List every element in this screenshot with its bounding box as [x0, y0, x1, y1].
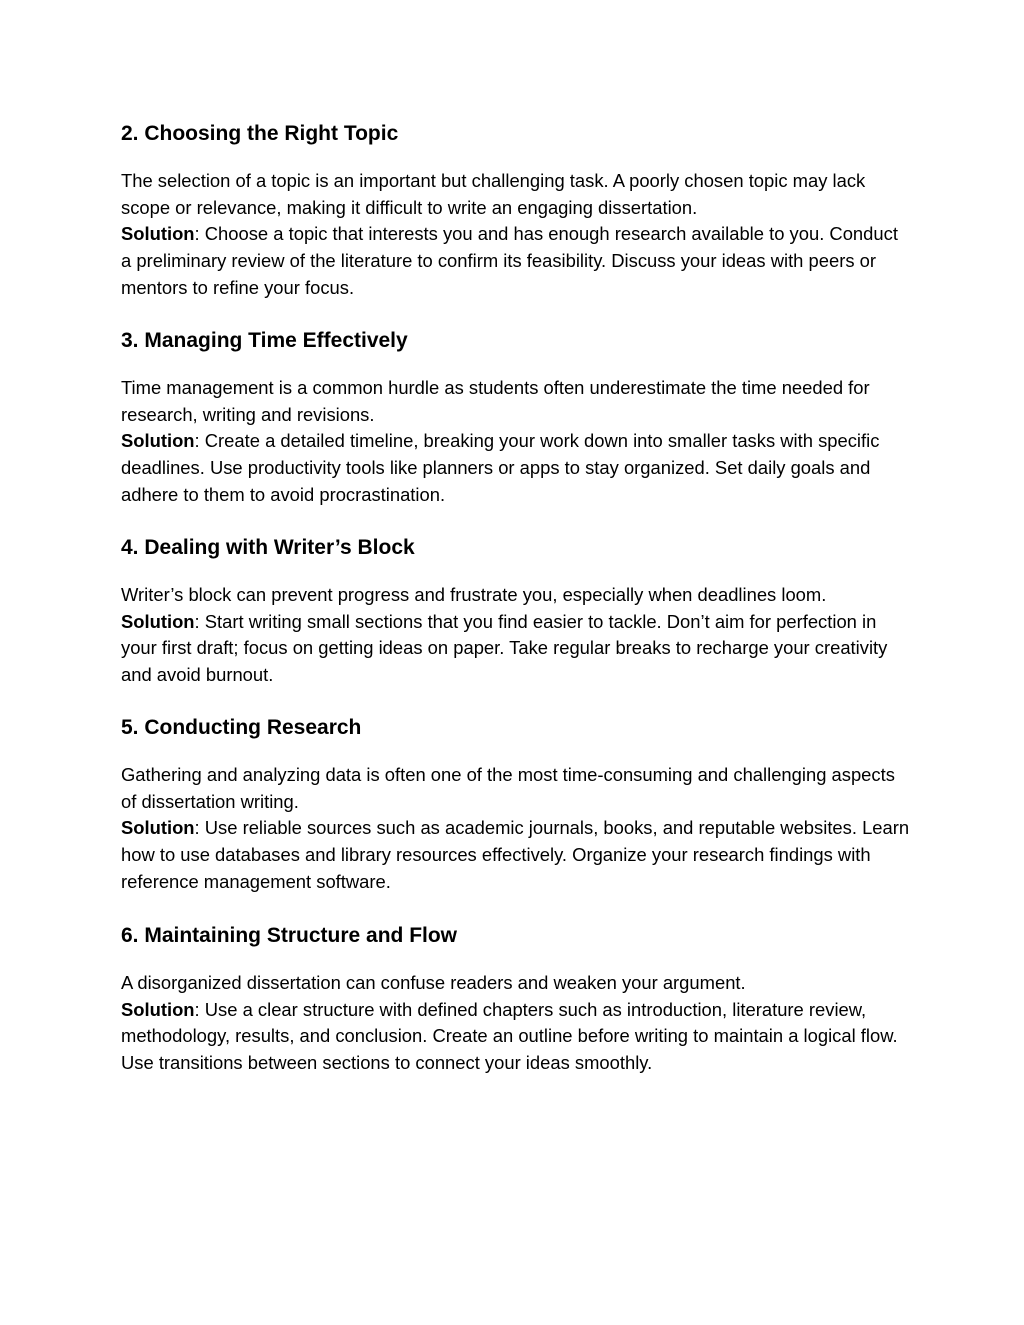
section-body — [121, 762, 911, 896]
solution-label: Solution — [121, 223, 195, 245]
solution-paragraph — [121, 221, 911, 301]
solution-paragraph — [121, 997, 911, 1077]
section-heading: 4. Dealing with Writer’s Block — [121, 536, 415, 559]
solution-text: : Create a detailed timeline, breaking your work down into smaller tasks with specific deadlines. Use productivity tools like planners or apps to stay organized. Set daily goals and adhere to them to avoid procrastination. — [121, 430, 880, 505]
solution-label: Solution — [121, 610, 195, 632]
solution-text: : Choose a topic that interests you and has enough research available to you. Conduct a preliminary review of the literature to confirm its feasibility. Discuss your ideas with peers or mentors to refine your focus. — [121, 223, 898, 298]
problem-text: The selection of a topic is an important but challenging task. A poorly chosen topic may lack scope or relevance, making it difficult to write an engaging dissertation. — [121, 170, 866, 218]
section-body — [121, 168, 911, 302]
section-conducting-research — [121, 712, 911, 896]
solution-text: : Start writing small sections that you find easier to tackle. Don’t aim for perfection in your first draft; focus on getting ideas on paper. Take regular breaks to recharge your creativity and avoid burnout. — [121, 610, 888, 686]
solution-paragraph — [121, 815, 911, 895]
section-heading: 6. Maintaining Structure and Flow — [121, 924, 458, 947]
solution-label: Solution — [121, 430, 195, 452]
section-writers-block — [121, 532, 911, 689]
solution-label: Solution — [121, 998, 195, 1020]
section-body — [121, 970, 911, 1077]
section-body — [121, 375, 911, 509]
section-heading: 3. Managing Time Effectively — [121, 329, 408, 352]
section-body — [121, 582, 911, 689]
section-structure-flow — [121, 920, 911, 1077]
solution-text: : Use reliable sources such as academic journals, books, and reputable websites. Learn how to use databases and library resources effectively. Organize your research findings with reference management software. — [121, 817, 910, 892]
problem-text: Writer’s block can prevent progress and frustrate you, especially when deadlines loom. — [121, 584, 827, 605]
solution-text: : Use a clear structure with defined chapters such as introduction, literature review, methodology, results, and conclusion. Create an outline before writing to maintain a logical flow. Use transitions between sections to connect your ideas smoothly. — [121, 998, 898, 1074]
problem-text: Time management is a common hurdle as students often underestimate the time needed for research, writing and revisions. — [121, 377, 870, 425]
section-heading: 2. Choosing the Right Topic — [121, 122, 399, 145]
section-managing-time — [121, 325, 911, 509]
solution-paragraph — [121, 609, 911, 689]
solution-paragraph — [121, 428, 911, 508]
section-heading: 5. Conducting Research — [121, 716, 362, 739]
solution-label: Solution — [121, 817, 195, 839]
problem-text: A disorganized dissertation can confuse readers and weaken your argument. — [121, 972, 746, 993]
problem-text: Gathering and analyzing data is often one of the most time-consuming and challenging aspects of dissertation writing. — [121, 764, 895, 812]
section-choosing-topic — [121, 118, 911, 302]
